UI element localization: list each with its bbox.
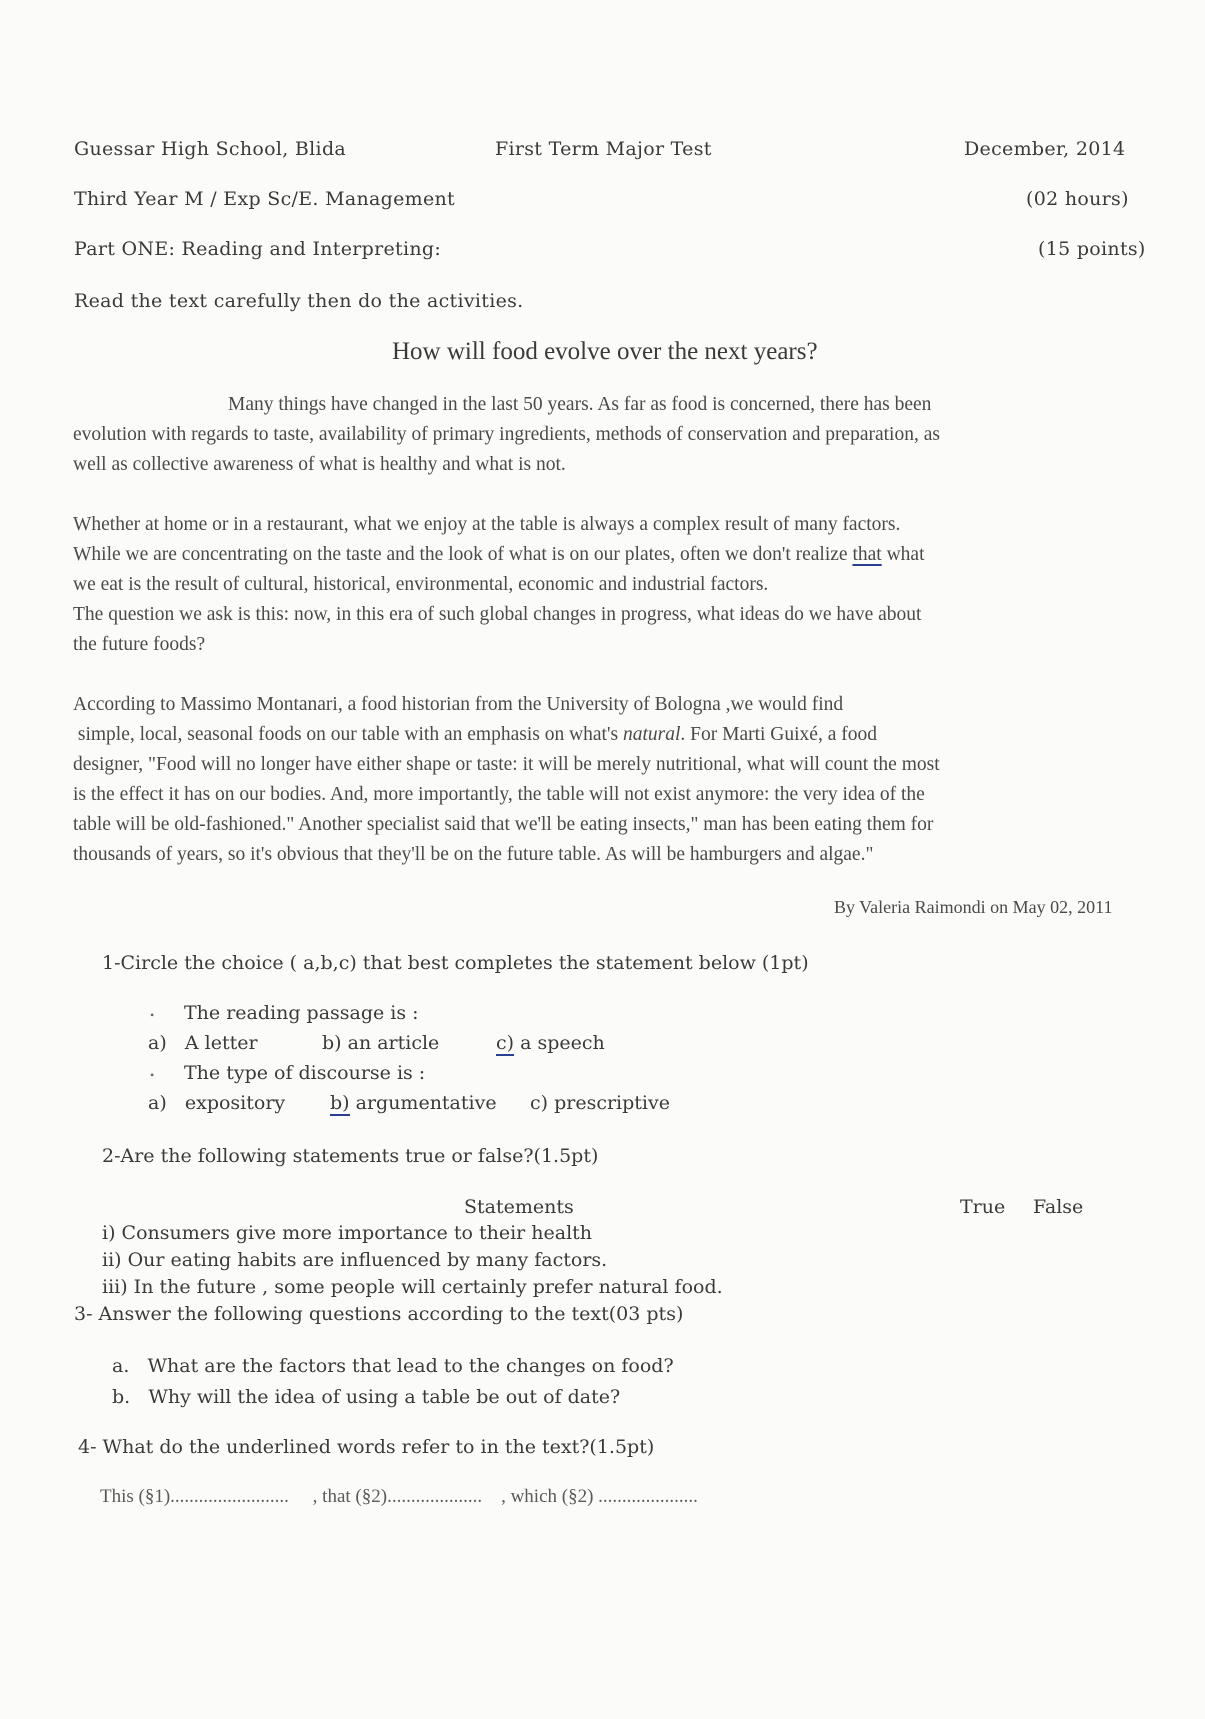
paragraph-3-line-2: simple, local, seasonal foods on our table with an emphasis on what's natural. For Marti Guixé, a food: [73, 724, 877, 745]
instruction: Read the text carefully then do the activities.: [74, 290, 524, 312]
paragraph-3-line-6: thousands of years, so it's obvious that they'll be on the future table. As will be hamburgers and algae.": [73, 844, 874, 865]
school-name: Guessar High School, Blida: [74, 138, 347, 160]
underlined-word-that: that: [852, 544, 882, 565]
paragraph-2-line-4: The question we ask is this: now, in this era of such global changes in progress, what ideas do we have about: [73, 604, 922, 625]
test-name: First Term Major Test: [495, 138, 712, 160]
paragraph-1-line-2: evolution with regards to taste, availability of primary ingredients, methods of conservation and preparation, as: [73, 424, 940, 445]
q2-col-statements: Statements: [464, 1196, 574, 1218]
q3-question-b: b. Why will the idea of using a table be out of date?: [112, 1386, 621, 1408]
paragraph-2-line-3: we eat is the result of cultural, historical, environmental, economic and industrial factors.: [73, 574, 769, 595]
q1-item-2: The type of discourse is :: [184, 1062, 426, 1084]
q3-question-a: a. What are the factors that lead to the changes on food?: [112, 1355, 674, 1377]
q1-item-2-option-c: c) prescriptive: [530, 1092, 670, 1114]
paragraph-3-line-4: is the effect it has on our bodies. And, more importantly, the table will not exist anymore: the very idea of the: [73, 784, 925, 805]
circled-mark-c: c): [496, 1032, 515, 1054]
text-title: How will food evolve over the next years?: [392, 338, 818, 365]
q1-item-1-option-c: c) a speech: [496, 1032, 605, 1054]
paragraph-3: [73, 690, 1168, 870]
bullet-2: •: [150, 1068, 155, 1082]
q3-prompt: 3- Answer the following questions according to the text(03 pts): [74, 1303, 684, 1325]
part-title: Part ONE: Reading and Interpreting:: [74, 238, 442, 260]
circled-mark-b: b): [330, 1092, 350, 1114]
italic-word-natural: natural: [622, 724, 681, 745]
q2-statement-2: ii) Our eating habits are influenced by many factors.: [102, 1249, 608, 1271]
q2-col-false: False: [1033, 1196, 1084, 1218]
q2-col-true: True: [960, 1196, 1006, 1218]
q1-item-1: The reading passage is :: [184, 1002, 419, 1024]
paragraph-2-line-1: Whether at home or in a restaurant, what we enjoy at the table is always a complex result of many factors.: [73, 514, 901, 535]
q4-prompt: 4- What do the underlined words refer to in the text?(1.5pt): [78, 1436, 655, 1458]
part-points: (15 points): [1038, 238, 1146, 260]
q1-prompt: 1-Circle the choice ( a,b,c) that best completes the statement below (1pt): [102, 952, 809, 974]
byline: By Valeria Raimondi on May 02, 2011: [834, 897, 1113, 917]
q1-item-2-option-b: b) argumentative: [330, 1092, 497, 1114]
paragraph-3-line-1: According to Massimo Montanari, a food historian from the University of Bologna ,we would find: [73, 694, 844, 715]
q2-statement-3: iii) In the future , some people will certainly prefer natural food.: [102, 1276, 723, 1298]
q1-item-1-option-b: b) an article: [322, 1032, 440, 1054]
class-name: Third Year M / Exp Sc/E. Management: [74, 188, 455, 210]
q1-item-1-option-a: a) A letter: [148, 1032, 258, 1054]
test-duration: (02 hours): [1026, 188, 1129, 210]
paragraph-2-line-5: the future foods?: [73, 634, 206, 655]
paragraph-2-line-2: While we are concentrating on the taste and the look of what is on our plates, often we don't realize that what: [73, 544, 925, 565]
paragraph-1-line-3: well as collective awareness of what is healthy and what is not.: [73, 454, 566, 475]
test-date: December, 2014: [964, 138, 1126, 160]
bullet-1: •: [150, 1008, 155, 1022]
q1-item-2-option-a: a) expository: [148, 1092, 286, 1114]
paragraph-1-line-1: Many things have changed in the last 50 years. As far as food is concerned, there has been: [228, 394, 932, 415]
q2-prompt: 2-Are the following statements true or false?(1.5pt): [102, 1145, 599, 1167]
paragraph-2: [73, 510, 1168, 660]
q2-statement-1: i) Consumers give more importance to their health: [102, 1222, 593, 1244]
q4-answer-line: This (§1)......................... , that (§2).................... , which (§2) .....................: [100, 1486, 698, 1507]
paragraph-3-line-3: designer, "Food will no longer have either shape or taste: it will be merely nutritional, what will count the most: [73, 754, 940, 775]
paragraph-3-line-5: table will be old-fashioned." Another specialist said that we'll be eating insects," man has been eating them for: [73, 814, 934, 835]
paragraph-1: [73, 390, 1168, 480]
